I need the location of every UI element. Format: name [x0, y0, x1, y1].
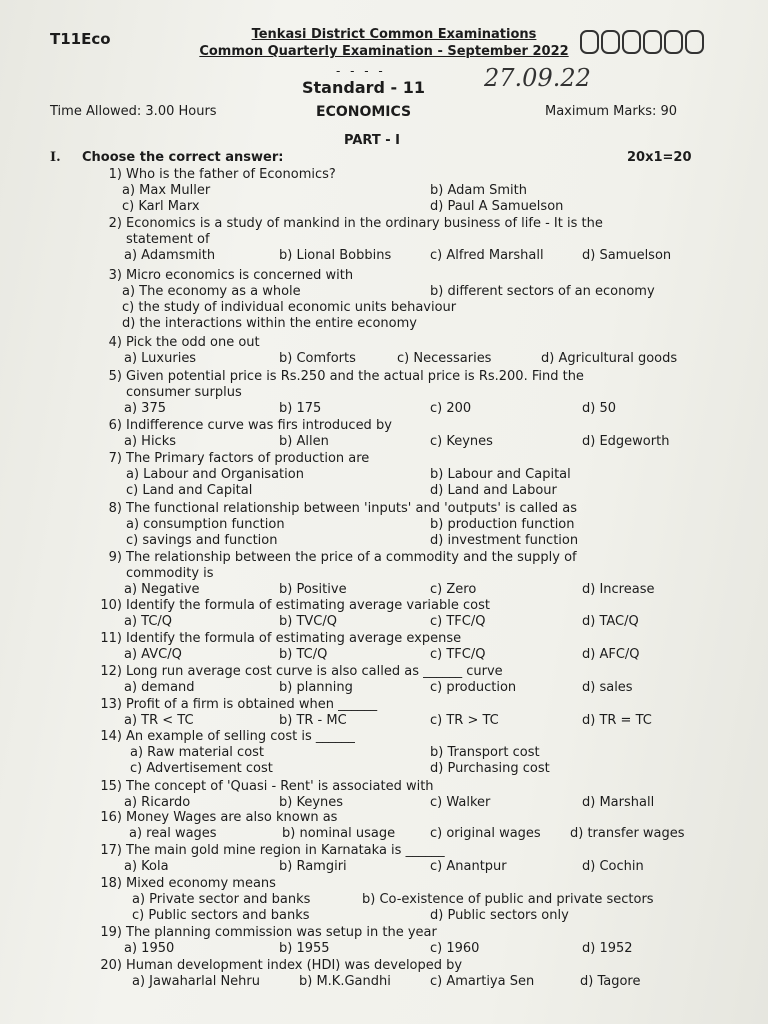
- question-number: 12): [100, 664, 122, 679]
- answer-option: a) Labour and Organisation: [126, 467, 304, 482]
- answer-option: d) transfer wages: [570, 826, 685, 841]
- answer-option: d) Increase: [582, 582, 655, 597]
- answer-option: b) Allen: [279, 434, 329, 449]
- question-text: Micro economics is concerned with: [126, 268, 354, 283]
- answer-option: b) TVC/Q: [279, 614, 337, 629]
- answer-option: a) consumption function: [126, 517, 285, 532]
- answer-option: d) TR = TC: [582, 713, 652, 728]
- question-number: 5): [108, 369, 122, 384]
- question-text: The Primary factors of production are: [126, 451, 370, 466]
- answer-option: c) Land and Capital: [126, 483, 253, 498]
- question-number: 11): [100, 631, 122, 646]
- question-text: The planning commission was setup in the year: [126, 925, 437, 940]
- answer-option: d) Cochin: [582, 859, 644, 874]
- question-text: Identify the formula of estimating average expense: [126, 631, 462, 646]
- question-number: 7): [108, 451, 122, 466]
- answer-option: c) savings and function: [126, 533, 278, 548]
- question-text: Identify the formula of estimating average variable cost: [126, 598, 490, 613]
- section-number: I.: [50, 150, 61, 165]
- question-number: 20): [100, 958, 122, 973]
- answer-option: a) TR < TC: [124, 713, 194, 728]
- answer-option: b) 175: [279, 401, 322, 416]
- question-number: 1): [108, 167, 122, 182]
- answer-option: c) Walker: [430, 795, 491, 810]
- question-number: 19): [100, 925, 122, 940]
- question-number: 8): [108, 501, 122, 516]
- answer-option: a) Adamsmith: [124, 248, 216, 263]
- answer-option: c) Amartiya Sen: [430, 974, 535, 989]
- answer-option: a) Max Muller: [122, 183, 211, 198]
- question-number: 16): [100, 810, 122, 825]
- question-text: commodity is: [126, 566, 214, 581]
- question-number: 2): [108, 216, 122, 231]
- answer-option: c) 1960: [430, 941, 480, 956]
- question-text: Human development index (HDI) was developed by: [126, 958, 463, 973]
- answer-option: a) Jawaharlal Nehru: [132, 974, 260, 989]
- paper-code: T11Eco: [50, 30, 111, 48]
- answer-option: a) Negative: [124, 582, 200, 597]
- answer-option: a) real wages: [129, 826, 217, 841]
- question-number: 10): [100, 598, 122, 613]
- answer-option: b) M.K.Gandhi: [299, 974, 391, 989]
- question-text: An example of selling cost is ______: [126, 729, 355, 744]
- answer-option: a) The economy as a whole: [122, 284, 301, 299]
- answer-option: b) TC/Q: [279, 647, 328, 662]
- answer-option: d) the interactions within the entire economy: [122, 316, 417, 331]
- exam-board-title: Tenkasi District Common Examinations: [251, 27, 537, 42]
- question-text: Economics is a study of mankind in the ordinary business of life - It is the: [126, 216, 603, 231]
- standard-label: Standard - 11: [302, 78, 425, 97]
- answer-option: d) Samuelson: [582, 248, 672, 263]
- answer-option: c) TFC/Q: [430, 647, 486, 662]
- answer-option: d) sales: [582, 680, 633, 695]
- answer-option: a) 1950: [124, 941, 175, 956]
- answer-option: b) Positive: [279, 582, 347, 597]
- answer-option: a) 375: [124, 401, 166, 416]
- answer-option: c) Public sectors and banks: [132, 908, 310, 923]
- answer-option: c) original wages: [430, 826, 541, 841]
- answer-option: b) 1955: [279, 941, 330, 956]
- answer-option: d) AFC/Q: [582, 647, 640, 662]
- answer-option: b) Labour and Capital: [430, 467, 571, 482]
- answer-option: a) AVC/Q: [124, 647, 182, 662]
- answer-option: c) production: [430, 680, 517, 695]
- answer-option: d) 50: [582, 401, 616, 416]
- question-number: 6): [108, 418, 122, 433]
- maximum-marks: Maximum Marks: 90: [545, 104, 678, 119]
- question-number: 15): [100, 779, 122, 794]
- answer-option: d) Public sectors only: [430, 908, 569, 923]
- handwritten-date: 27.09.22: [484, 64, 591, 92]
- subject-title: ECONOMICS: [316, 104, 412, 120]
- answer-option: b) production function: [430, 517, 575, 532]
- answer-option: c) TR > TC: [430, 713, 499, 728]
- time-allowed: Time Allowed: 3.00 Hours: [50, 104, 217, 119]
- answer-option: c) Anantpur: [430, 859, 507, 874]
- question-text: Profit of a firm is obtained when ______: [126, 697, 378, 712]
- register-number-boxes: [580, 30, 706, 54]
- answer-option: a) Hicks: [124, 434, 177, 449]
- answer-option: b) nominal usage: [282, 826, 396, 841]
- answer-option: a) Ricardo: [124, 795, 191, 810]
- answer-option: b) Ramgiri: [279, 859, 347, 874]
- answer-option: b) Transport cost: [430, 745, 540, 760]
- answer-option: c) 200: [430, 401, 472, 416]
- answer-option: c) Zero: [430, 582, 477, 597]
- question-number: 9): [108, 550, 122, 565]
- question-text: The concept of 'Quasi - Rent' is associated with: [126, 779, 434, 794]
- answer-option: d) Paul A Samuelson: [430, 199, 564, 214]
- answer-option: b) Adam Smith: [430, 183, 527, 198]
- question-number: 17): [100, 843, 122, 858]
- question-number: 18): [100, 876, 122, 891]
- answer-option: c) Advertisement cost: [130, 761, 273, 776]
- question-text: Pick the odd one out: [126, 335, 260, 350]
- answer-option: c) Karl Marx: [122, 199, 200, 214]
- answer-option: a) Raw material cost: [130, 745, 265, 760]
- question-text: The functional relationship between 'inputs' and 'outputs' is called as: [126, 501, 578, 516]
- section-title: Choose the correct answer:: [82, 150, 284, 165]
- answer-option: b) Co-existence of public and private sectors: [362, 892, 654, 907]
- question-number: 14): [100, 729, 122, 744]
- answer-option: a) Luxuries: [124, 351, 197, 366]
- answer-option: d) investment function: [430, 533, 579, 548]
- question-text: Long run average cost curve is also called as ______ curve: [126, 664, 503, 679]
- question-text: Who is the father of Economics?: [126, 167, 336, 182]
- answer-option: c) the study of individual economic units behaviour: [122, 300, 457, 315]
- answer-option: d) Purchasing cost: [430, 761, 550, 776]
- answer-option: c) Necessaries: [397, 351, 492, 366]
- question-text: Money Wages are also known as: [126, 810, 338, 825]
- question-text: The main gold mine region in Karnataka is ______: [126, 843, 445, 858]
- answer-option: c) TFC/Q: [430, 614, 486, 629]
- answer-option: b) Lional Bobbins: [279, 248, 392, 263]
- question-number: 4): [108, 335, 122, 350]
- header-dashes: - - - -: [336, 64, 386, 78]
- answer-option: a) Private sector and banks: [132, 892, 311, 907]
- answer-option: c) Keynes: [430, 434, 493, 449]
- question-text: consumer surplus: [126, 385, 242, 400]
- answer-option: a) Kola: [124, 859, 169, 874]
- answer-option: d) 1952: [582, 941, 633, 956]
- answer-option: d) Tagore: [580, 974, 641, 989]
- answer-option: d) Land and Labour: [430, 483, 557, 498]
- answer-option: b) Keynes: [279, 795, 344, 810]
- part-heading: PART - I: [344, 133, 400, 148]
- answer-option: d) TAC/Q: [582, 614, 639, 629]
- answer-option: d) Edgeworth: [582, 434, 670, 449]
- answer-option: d) Agricultural goods: [541, 351, 678, 366]
- answer-option: b) Comforts: [279, 351, 356, 366]
- answer-option: a) demand: [124, 680, 195, 695]
- question-text: Given potential price is Rs.250 and the actual price is Rs.200. Find the: [126, 369, 584, 384]
- answer-option: b) different sectors of an economy: [430, 284, 655, 299]
- answer-option: b) planning: [279, 680, 353, 695]
- question-text: Indifference curve was firs introduced by: [126, 418, 392, 433]
- question-text: statement of: [126, 232, 210, 247]
- question-number: 13): [100, 697, 122, 712]
- question-text: Mixed economy means: [126, 876, 276, 891]
- question-number: 3): [108, 268, 122, 283]
- answer-option: c) Alfred Marshall: [430, 248, 544, 263]
- question-text: The relationship between the price of a commodity and the supply of: [126, 550, 577, 565]
- answer-option: b) TR - MC: [279, 713, 347, 728]
- exam-name: Common Quarterly Examination - September 2022: [199, 44, 569, 59]
- section-marks: 20x1=20: [627, 150, 692, 165]
- answer-option: d) Marshall: [582, 795, 655, 810]
- answer-option: a) TC/Q: [124, 614, 173, 629]
